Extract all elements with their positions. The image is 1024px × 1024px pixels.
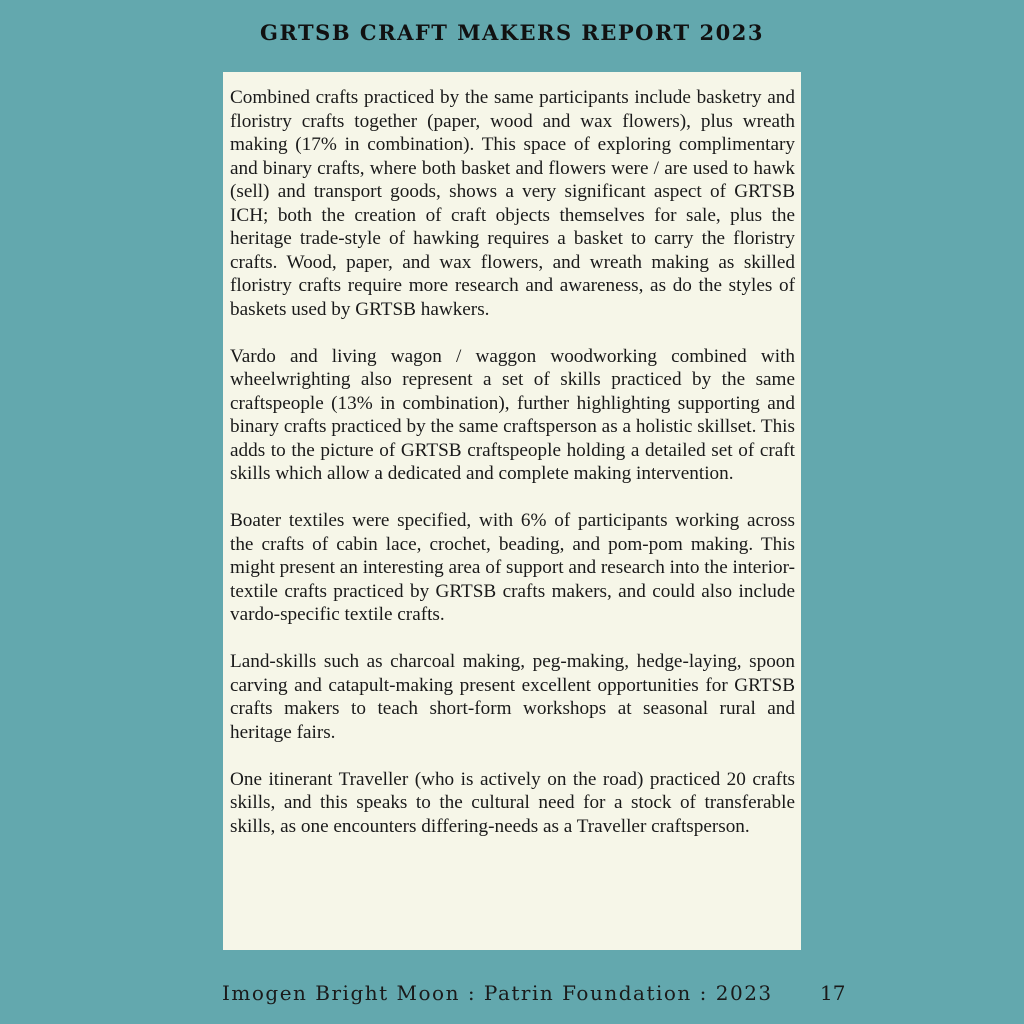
paragraph-land-skills: Land-skills such as charcoal making, peg-making, hedge-laying, spoon carving and catapult-making present excellent opportunities for GRTSB crafts makers to teach short-form workshops at seasonal rural and heritage fairs. [230, 651, 795, 743]
text-panel [223, 72, 801, 950]
page-title: GRTSB CRAFT MAKERS REPORT 2023 [260, 20, 764, 45]
page-number: 17 [820, 981, 846, 1005]
footer-credit: Imogen Bright Moon : Patrin Foundation : 2023 [222, 981, 773, 1005]
paragraph-vardo-woodworking: Vardo and living wagon / waggon woodworking combined with wheelwrighting also represent a set of skills practiced by the same craftspeople (13% in combination), further highlighting supporting and binary crafts practiced by the same craftsperson as a holistic skillset. This adds to the picture of GRTSB craftspeople holding a detailed set of craft skills which allow a dedicated and complete making intervention. [230, 345, 795, 484]
paragraph-itinerant-traveller: One itinerant Traveller (who is actively on the road) practiced 20 crafts skills, and this speaks to the cultural need for a stock of transferable skills, as one encounters differing-needs as a Traveller craftsperson. [230, 768, 795, 837]
paragraph-combined-crafts: Combined crafts practiced by the same participants include basketry and floristry crafts together (paper, wood and wax flowers), plus wreath making (17% in combination). This space of exploring complimentary and binary crafts, where both basket and flowers were / are used to hawk (sell) and transport goods, shows a very significant aspect of GRTSB ICH; both the creation of craft objects themselves for sale, plus the heritage trade-style of hawking requires a basket to carry the floristry crafts. Wood, paper, and wax flowers, and wreath making as skilled floristry crafts require more research and awareness, as do the styles of baskets used by GRTSB hawkers. [230, 87, 795, 320]
paragraph-boater-textiles: Boater textiles were specified, with 6% of participants working across the crafts of cabin lace, crochet, beading, and pom-pom making. This might present an interesting area of support and research into the interior-textile crafts practiced by GRTSB crafts makers, and could also include vardo-specific textile crafts. [230, 510, 795, 625]
